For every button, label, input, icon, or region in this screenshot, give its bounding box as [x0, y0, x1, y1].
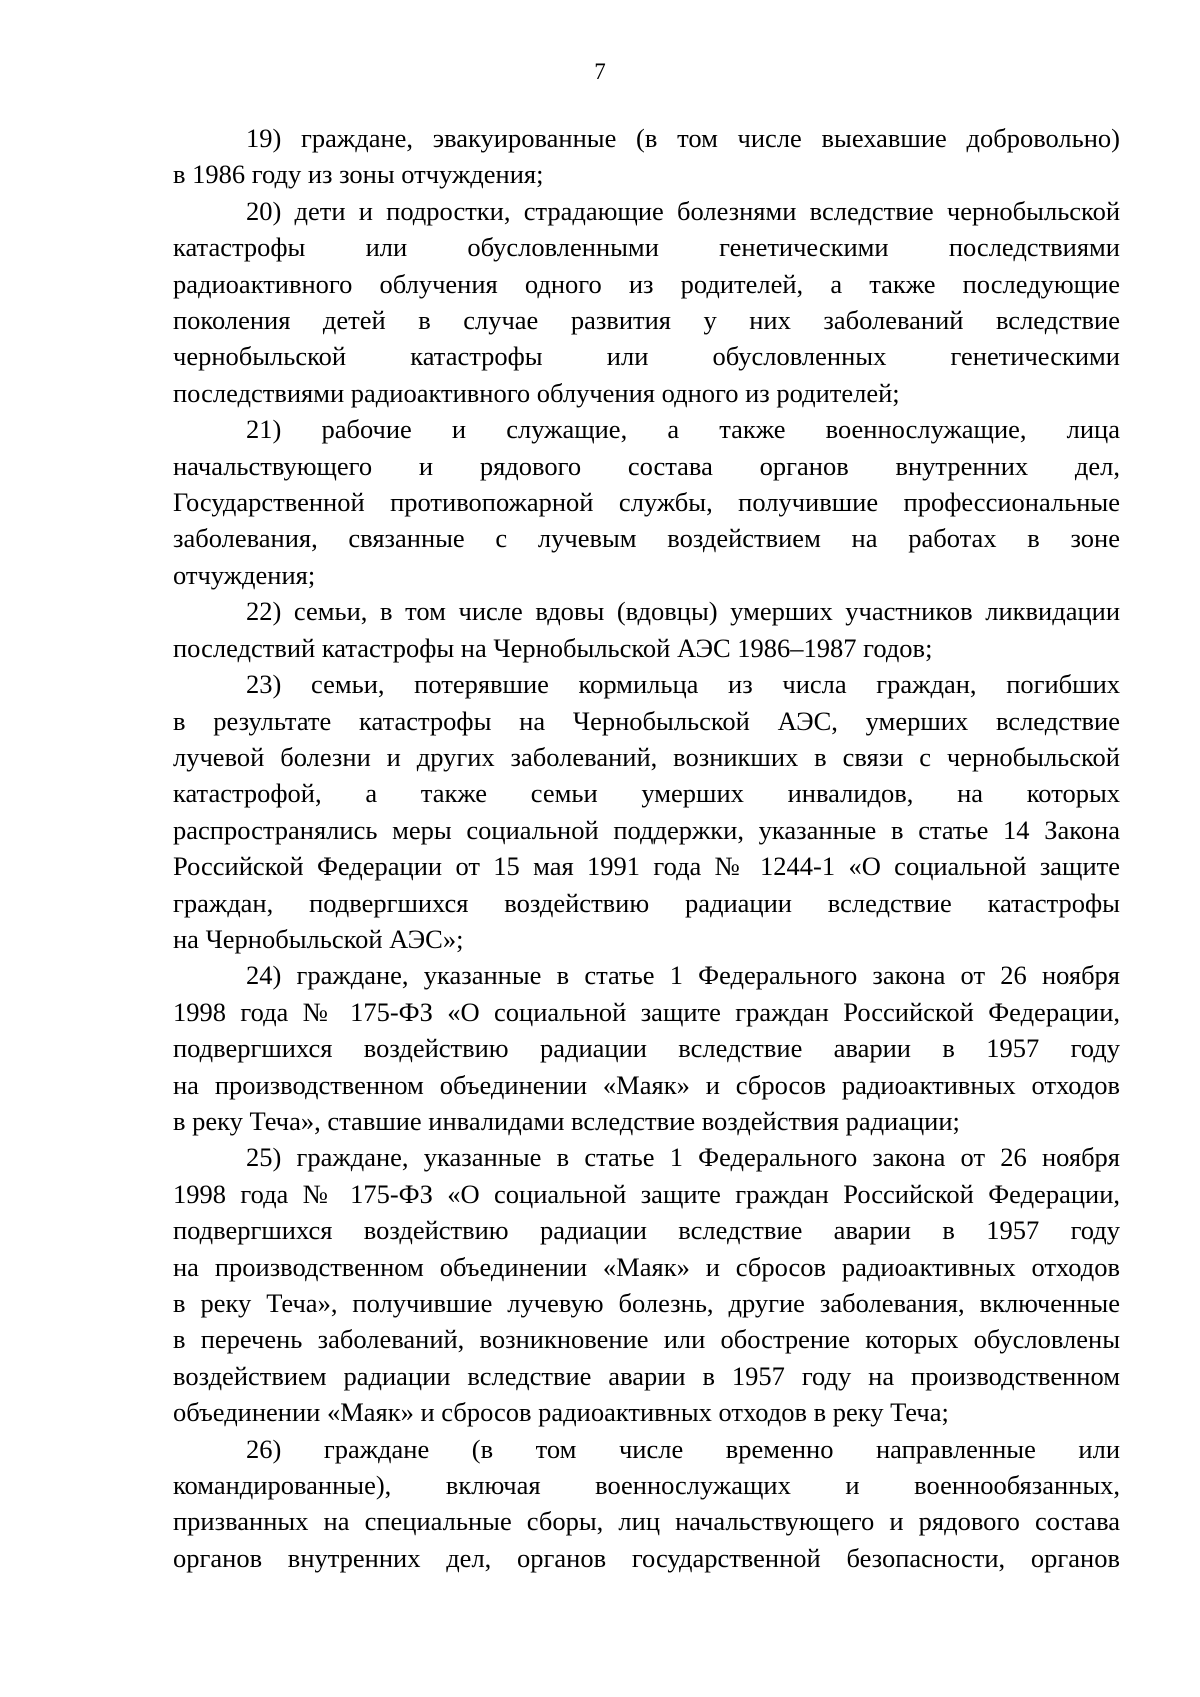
text-line: в реку Теча», ставшие инвалидами вследствие воздействия радиации;	[173, 1105, 960, 1136]
text-line: поколения детей в случае развития у них заболеваний вследствие	[173, 305, 1120, 336]
text-line: в перечень заболеваний, возникновение или обострение которых обусловлены	[173, 1324, 1120, 1355]
text-line: на производственном объединении «Маяк» и сбросов радиоактивных отходов	[173, 1069, 1120, 1100]
text-line: призванных на специальные сборы, лиц начальствующего и рядового состава	[173, 1506, 1120, 1537]
paragraph	[173, 1139, 1120, 1430]
text-line: радиоактивного облучения одного из родителей, а также последующие	[173, 268, 1120, 299]
text-line: 19) граждане, эвакуированные (в том числе выехавшие добровольно)	[246, 123, 1120, 153]
text-line: граждан, подвергшихся воздействию радиации вследствие катастрофы	[173, 887, 1120, 918]
text-line: лучевой болезни и других заболеваний, возникших в связи с чернобыльской	[173, 741, 1120, 772]
text-line: воздействием радиации вследствие аварии в 1957 году на производственном	[173, 1360, 1120, 1391]
paragraph	[173, 957, 1120, 1139]
text-line: в 1986 году из зоны отчуждения;	[173, 159, 544, 190]
paragraph	[173, 593, 1120, 666]
paragraph	[173, 1431, 1120, 1577]
text-line: катастрофой, а также семьи умерших инвалидов, на которых	[173, 778, 1120, 809]
paragraph	[173, 120, 1120, 193]
text-line: 1998 года № 175-ФЗ «О социальной защите граждан Российской Федерации,	[173, 1178, 1120, 1209]
text-line: катастрофы или обусловленными генетическими последствиями	[173, 232, 1120, 263]
page-number: 7	[594, 59, 606, 84]
text-line: 25) граждане, указанные в статье 1 Федерального закона от 26 ноября	[246, 1142, 1120, 1173]
text-line: на Чернобыльской АЭС»;	[173, 923, 464, 954]
text-line: заболевания, связанные с лучевым воздействием на работах в зоне	[173, 523, 1120, 554]
text-line: 20) дети и подростки, страдающие болезнями вследствие чернобыльской	[246, 195, 1120, 226]
text-line: 21) рабочие и служащие, а также военнослужащие, лица	[246, 414, 1120, 445]
text-line: 24) граждане, указанные в статье 1 Федерального закона от 26 ноября	[246, 960, 1120, 991]
text-line: 26) граждане (в том числе временно направленные или	[246, 1433, 1120, 1464]
text-line: объединении «Маяк» и сбросов радиоактивных отходов в реку Теча;	[173, 1397, 949, 1428]
text-line: в реку Теча», получившие лучевую болезнь, другие заболевания, включенные	[173, 1288, 1120, 1318]
document-body	[173, 120, 1120, 1576]
text-line: начальствующего и рядового состава органов внутренних дел,	[173, 450, 1120, 481]
paragraph	[173, 193, 1120, 411]
text-line: последствий катастрофы на Чернобыльской АЭС 1986–1987 годов;	[173, 632, 933, 663]
text-line: последствиями радиоактивного облучения одного из родителей;	[173, 377, 900, 408]
text-line: 22) семьи, в том числе вдовы (вдовцы) умерших участников ликвидации	[246, 596, 1120, 627]
text-line: на производственном объединении «Маяк» и сбросов радиоактивных отходов	[173, 1251, 1120, 1282]
paragraph	[173, 666, 1120, 957]
text-line: Российской Федерации от 15 мая 1991 года № 1244-1 «О социальной защите	[173, 851, 1120, 882]
text-line: 1998 года № 175-ФЗ «О социальной защите граждан Российской Федерации,	[173, 996, 1120, 1027]
paragraph	[173, 411, 1120, 593]
text-line: отчуждения;	[173, 559, 316, 590]
text-line: распространялись меры социальной поддержки, указанные в статье 14 Закона	[173, 814, 1120, 845]
text-line: командированные), включая военнослужащих и военнообязанных,	[173, 1470, 1120, 1501]
text-line: Государственной противопожарной службы, получившие профессиональные	[173, 487, 1120, 518]
text-line: в результате катастрофы на Чернобыльской АЭС, умерших вследствие	[173, 705, 1120, 736]
text-line: чернобыльской катастрофы или обусловленных генетическими	[173, 341, 1120, 372]
text-line: 23) семьи, потерявшие кормильца из числа граждан, погибших	[246, 669, 1120, 700]
text-line: органов внутренних дел, органов государственной безопасности, органов	[173, 1542, 1120, 1573]
text-line: подвергшихся воздействию радиации вследствие аварии в 1957 году	[173, 1215, 1120, 1246]
text-line: подвергшихся воздействию радиации вследствие аварии в 1957 году	[173, 1033, 1120, 1064]
